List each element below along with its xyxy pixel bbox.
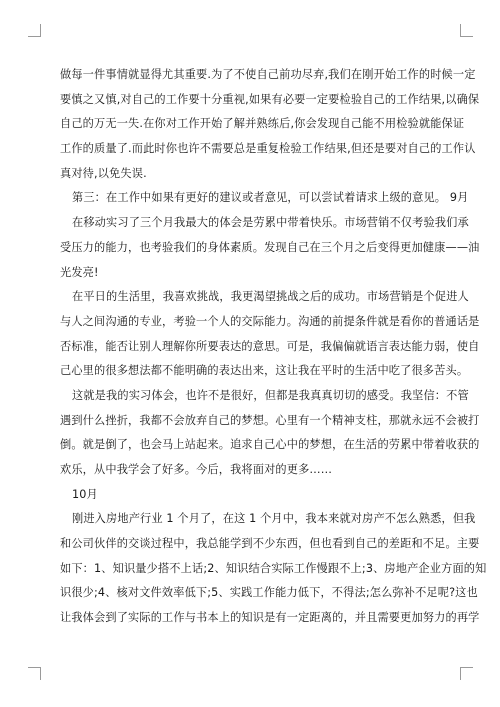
- text-line: 这就是我的实习体会，也许不是很好，但都是我真真切切的感受。我坚信：不管: [72, 388, 469, 402]
- text-line: 刚进入房地产行业 1 个月了，在这 1 个月中，我本来就对房产不怎么熟悉，但我: [72, 512, 476, 526]
- crop-mark-top-left: [28, 24, 41, 37]
- text-line: 倒。就是倒了，也会马上站起来。追求自己心中的梦想，在生活的劳累中带着收获的: [60, 438, 480, 452]
- text-line: 如下：1、知识量少搭不上话;2、知识结合实际工作慢跟不上;3、房地产企业方面的知: [60, 561, 487, 575]
- text-line: 工作的质量了.而此时你也许不需要总是重复检验工作结果,但还是要对自己的工作认: [60, 142, 476, 156]
- text-line: 自己的万无一失.在你对工作开始了解并熟练后,你会发现自己能不用检验就能保证: [60, 117, 465, 131]
- text-line: 否标准，能否让别人理解你所要表达的意思。可是，我偏偏就语言表达能力弱，使自: [60, 339, 480, 353]
- text-line: 在平日的生活里，我喜欢挑战，我更渴望挑战之后的成功。市场营销是个促进人: [72, 290, 469, 304]
- crop-mark-top-right: [460, 24, 473, 37]
- text-line: 与人之间沟通的专业，考验一个人的交际能力。沟通的前提条件就是看你的普通话是: [60, 314, 480, 328]
- text-line: 要慎之又慎,对自己的工作要十分重视,如果有必要一定要检验自己的工作结果,以确保: [60, 92, 480, 106]
- text-line: 欢乐，从中我学会了好多。今后，我将面对的更多……: [60, 463, 333, 476]
- text-line: 做每一件事情就显得尤其重要.为了不使自己前功尽弃,我们在刚开始工作的时候一定: [60, 68, 476, 81]
- text-line: 识很少;4、核对文件效率低下;5、实践工作能力低下，不得法;怎么弥补不足呢?这也: [60, 586, 478, 600]
- text-line: 受压力的能力，也考验我们的身体素质。发现自己在三个月之后变得更加健康——油: [60, 240, 480, 254]
- text-line: 10月: [72, 487, 98, 501]
- text-line: 让我体会到了实际的工作与书本上的知识是有一定距离的，并且需要更加努力的再学: [60, 611, 480, 625]
- text-line: 真对待,以免失误.: [60, 166, 147, 180]
- text-line: 第三：在工作中如果有更好的建议或者意见，可以尝试着请求上级的意见。 9月: [72, 191, 469, 205]
- text-line: 在移动实习了三个月我最大的体会是劳累中带着快乐。市场营销不仅考验我们承: [72, 216, 469, 230]
- crop-mark-bottom-right: [460, 667, 473, 680]
- crop-mark-bottom-left: [28, 667, 41, 680]
- text-line: 己心里的很多想法都不能明确的表达出来，这让我在平时的生活中吃了很多苦头。: [60, 364, 469, 378]
- text-line: 和公司伙伴的交谈过程中，我总能学到不少东西，但也看到自己的差距和不足。主要: [60, 537, 480, 551]
- document-body: [60, 63, 487, 631]
- text-line: 光发亮!: [60, 265, 99, 279]
- text-line: 遇到什么挫折，我都不会放弃自己的梦想。心里有一个精神支柱，那就永远不会被打: [60, 413, 480, 427]
